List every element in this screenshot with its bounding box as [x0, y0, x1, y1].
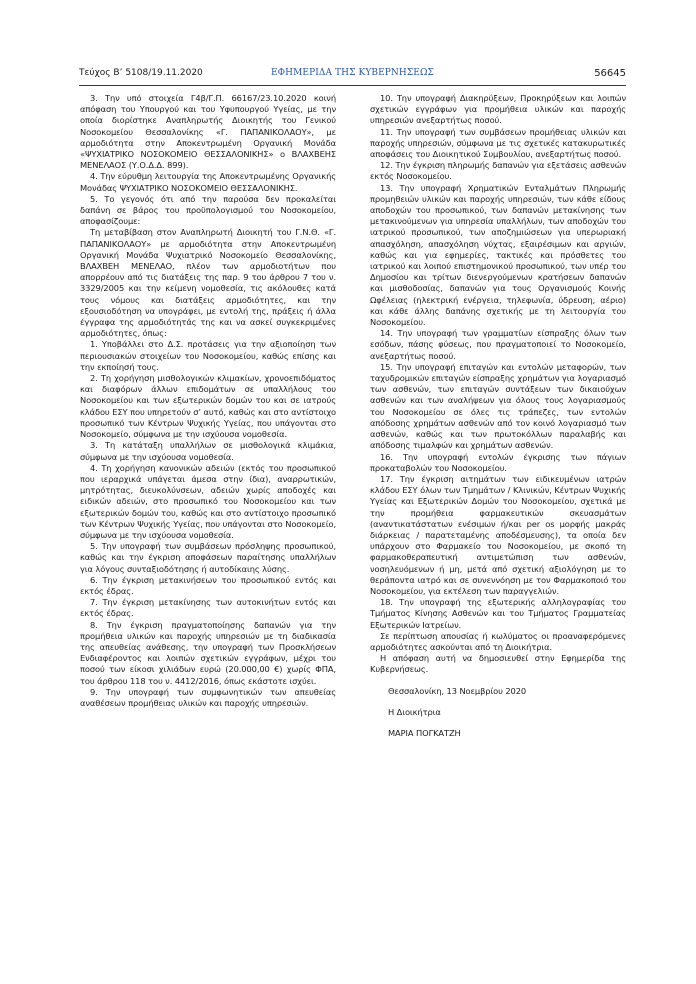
paragraph: Σε περίπτωση απουσίας ή κωλύματος οι προαναφερόμενες αρμοδιότητες ασκούνται από τη Διοικήτρια.: [370, 630, 626, 652]
paragraph: 11. Την υπογραφή των συμβάσεων προμήθειας υλικών και παροχής υπηρεσιών, σύμφωνα με τις σχετικές κατακυρωτικές αποφάσεις του Διοικητικού Συμβουλίου, ανεξαρτήτως ποσού.: [370, 126, 626, 160]
paragraph: 8. Την έγκριση πραγματοποίησης δαπανών για την προμήθεια υλικών και παροχής υπηρεσιών με τη διαδικασία της απευθείας ανάθεσης, την υπογραφή των Προσκλήσεων Ενδιαφέροντος και λοιπών σχετικών εγγράφων, μέχρι του ποσού των είκοσι χιλιάδων ευρώ (20.000,00 €) χωρίς ΦΠΑ, του άρθρου 118 του ν. 4412/2016, όπως εκάστοτε ισχύει.: [80, 619, 336, 686]
paragraph: 6. Την έγκριση μετακινήσεων του προσωπικού εντός και εκτός έδρας.: [80, 574, 336, 596]
paragraph: 5. Την υπογραφή των συμβάσεων πρόσληψης προσωπικού, καθώς και την έγκριση αποφάσεων παραίτησης υπαλλήλων για λόγους συνταξιοδότησης ή αυτοδίκαιης λύσης.: [80, 541, 336, 574]
paragraph: 4. Τη χορήγηση κανονικών αδειών (εκτός του προσωπικού που ιεραρχικά υπάγεται άμεσα στην ίδια), αναρρωτικών, μητρότητας, διευκολύνσεων, αδειών χωρίς αποδοχές και ειδικών αδειών, στο προσωπικό του Νοσοκομείου και των εξωτερικών δομών του, καθώς και στο αντίστοιχο προσωπικό των Κέντρων Ψυχικής Υγείας, που υπάγονται στο Νοσοκομείο, σύμφωνα με την ισχύουσα νομοθεσία.: [80, 462, 336, 540]
header-rule: [79, 85, 626, 86]
paragraph: 1. Υποβάλλει στο Δ.Σ. προτάσεις για την αξιοποίηση των περιουσιακών στοιχείων του Νοσοκομείου, καθώς επίσης και την εκποίησή τους.: [80, 339, 336, 372]
paragraph: 4. Την εύρυθμη λειτουργία της Αποκεντρωμένης Οργανικής Μονάδας ΨΥΧΙΑΤΡΙΚΟ ΝΟΣΟΚΟΜΕΙΟ ΘΕΣΣΑΛΟΝΙΚΗΣ.: [80, 171, 336, 193]
signature-role: Η Διοικήτρια: [388, 706, 441, 717]
paragraph: 18. Την υπογραφή της εξωτερικής αλληλογραφίας του Τμήματος Κίνησης Ασθενών και του Τμήματος Γραμματείας Εξωτερικών Ιατρείων.: [370, 597, 626, 630]
paragraph: 3. Την υπό στοιχεία Γ4β/Γ.Π. 66167/23.10.2020 κοινή απόφαση του Υπουργού και του Υφυπουργού Υγείας, με την οποία διορίστηκε Αναπληρωτής Διοικητής του Γενικού Νοσοκομείου Θεσσαλονίκης «Γ. ΠΑΠΑΝΙΚΟΛΑΟΥ», με αρμοδιότητα στην Αποκεντρωμένη Οργανική Μονάδα «ΨΥΧΙΑΤΡΙΚΟ ΝΟΣΟΚΟΜΕΙΟ ΘΕΣΣΑΛΟΝΙΚΗΣ» ο ΒΛΑΧΒΕΗΣ ΜΕΝΕΛΑΟΣ (Υ.Ο.Δ.Δ. 899).: [80, 93, 336, 171]
right-column: [370, 93, 626, 749]
left-column: [80, 93, 336, 709]
paragraph: 17. Την έγκριση αιτημάτων των ειδικευμένων ιατρών κλάδου ΕΣΥ όλων των Τμημάτων / Κλινικών, Κέντρων Ψυχικής Υγείας και Εξωτερικών Δομών του Νοσοκομείου, σχετικά με την προμήθεια φαρμακευτικών σκευασμάτων (αναντικατάστατων ενέσιμων ή/και per os μορφής μακράς διάρκειας / παρατεταμένης αποδέσμευσης), τα οποία δεν υπάρχουν στο Φαρμακείο του Νοσοκομείου, με σκοπό τη φαρμακοθεραπευτική αντιμετώπιση των ασθενών, νοσηλευόμενων ή μη, μετά από σχετική αξιολόγηση με το θεράποντα ιατρό και σε συνεννόηση με τον Φαρμακοποιό του Νοσοκομείου, για εκτέλεση των παραγγελιών.: [370, 473, 626, 596]
paragraph: 14. Την υπογραφή των γραμματίων είσπραξης όλων των εσόδων, πάσης φύσεως, που πραγματοποιεί το Νοσοκομείο, ανεξαρτήτως ποσού.: [370, 328, 626, 361]
paragraph: 7. Την έγκριση μετακίνησης των αυτοκινήτων εντός και εκτός έδρας.: [80, 597, 336, 619]
paragraph: 2. Τη χορήγηση μισθολογικών κλιμακίων, χρονοεπιδόματος και διαφόρων άλλων επιδομάτων σε υπαλλήλους του Νοσοκομείου και των εξωτερικών δομών του και σε ιατρούς κλάδου ΕΣΥ που υπηρετούν σ’ αυτό, καθώς και στο αντίστοιχο προσωπικό των Κέντρων Ψυχικής Υγείας, που υπάγονται στο Νοσοκομείο, σύμφωνα με την ισχύουσα νομοθεσία.: [80, 373, 336, 440]
journal-title: ΕΦΗΜΕΡΙΔΑ ΤΗΣ ΚΥΒΕΡΝΗΣΕΩΣ: [270, 68, 434, 78]
signature-name: ΜΑΡΙΑ ΠΟΓΚΑΤΖΗ: [388, 727, 461, 738]
paragraph: 3. Τη κατάταξη υπαλλήλων σε μισθολογικά κλιμάκια, σύμφωνα με την ισχύουσα νομοθεσία.: [80, 440, 336, 462]
paragraph: 9. Την υπογραφή των συμφωνητικών των απευθείας αναθέσεων προμήθειας υλικών και παροχής υπηρεσιών.: [80, 686, 336, 708]
paragraph: 15. Την υπογραφή επιταγών και εντολών μεταφορών, των ταχυδρομικών επιταγών είσπραξης χρημάτων για λογαριασμό των ασθενών, των επιταγών συντάξεων των δικαιούχων ασθενών και των αναλήψεων για όλους τους λογαριασμούς του Νοσοκομείου σε όλες τις τράπεζες, των εντολών απόδοσης χρημάτων ασθενών από τον κοινό λογαριασμό των ασθενών, καθώς και των πρωτοκόλλων παραλαβής και απόδοσης τιμαλφών και χρημάτων ασθενών.: [370, 361, 626, 451]
signature-place-date: Θεσσαλονίκη, 13 Νοεμβρίου 2020: [388, 685, 527, 696]
page-number: 56645: [594, 68, 626, 79]
signature-block: [370, 686, 626, 740]
paragraph: 12. Την έγκριση πληρωμής δαπανών για εξετάσεις ασθενών εκτός Νοσοκομείου.: [370, 160, 626, 182]
issue-label: Τεύχος Β’ 5108/19.11.2020: [79, 68, 203, 78]
page-header: [79, 68, 626, 82]
paragraph: 10. Την υπογραφή Διακηρύξεων, Προκηρύξεων και λοιπών σχετικών εγγράφων για προμήθεια υλικών και παροχής υπηρεσιών ανεξαρτήτως ποσού.: [370, 93, 626, 126]
paragraph: 5. Το γεγονός ότι από την παρούσα δεν προκαλείται δαπάνη σε βάρος του προϋπολογισμού του Νοσοκομείου, αποφασίζουμε:: [80, 193, 336, 227]
paragraph: Τη μεταβίβαση στον Αναπληρωτή Διοικητή του Γ.Ν.Θ. «Γ. ΠΑΠΑΝΙΚΟΛΑΟΥ» με αρμοδιότητα στην Αποκεντρωμένη Οργανική Μονάδα Ψυχιατρικό Νοσοκομείο Θεσσαλονίκης, ΒΛΑΧΒΕΗ ΜΕΝΕΛΑΟ, πλέον των αρμοδιοτήτων που απορρέουν από τις διατάξεις της παρ. 9 του άρθρου 7 του ν. 3329/2005 και την κείμενη νομοθεσία, τις ακόλουθες κατά τους νόμους και διατάξεις αρμοδιότητες, και την εξουσιοδότηση να υπογράφει, με εντολή της, πράξεις ή άλλα έγγραφα της αρμοδιότητάς της και να ασκεί συγκεκριμένες αρμοδιότητες, όπως:: [80, 227, 336, 339]
paragraph: 13. Την υπογραφή Χρηματικών Ενταλμάτων Πληρωμής προμηθειών υλικών και παροχής υπηρεσιών, των κάθε είδους αποδοχών του προσωπικού, των δαπανών μετακίνησης των μετακινούμενων για υπηρεσία υπαλλήλων, των αποδοχών του ιατρικού προσωπικού, των αποζημιώσεων για υπερωριακή απασχόληση, απασχόληση νύχτας, εξαιρέσιμων και αργιών, καθώς και για εφημερίες, τακτικές και πρόσθετες του ιατρικού και λοιπού επιστημονικού προσωπικού, των υπέρ του Δημοσίου και τρίτων διενεργούμενων κρατήσεων δαπανών και μισθοδοσίας, δαπανών για τους Οργανισμούς Κοινής Ωφέλειας (ηλεκτρική ενέργεια, τηλεφωνία, ύδρευση, αέριο) και κάθε άλλης δαπάνης σχετικής με τη λειτουργία του Νοσοκομείου.: [370, 182, 626, 328]
paragraph: Η απόφαση αυτή να δημοσιευθεί στην Εφημερίδα της Κυβερνήσεως.: [370, 653, 626, 675]
paragraph: 16. Την υπογραφή εντολών έγκρισης των πάγιων προκαταβολών του Νοσοκομείου.: [370, 451, 626, 473]
